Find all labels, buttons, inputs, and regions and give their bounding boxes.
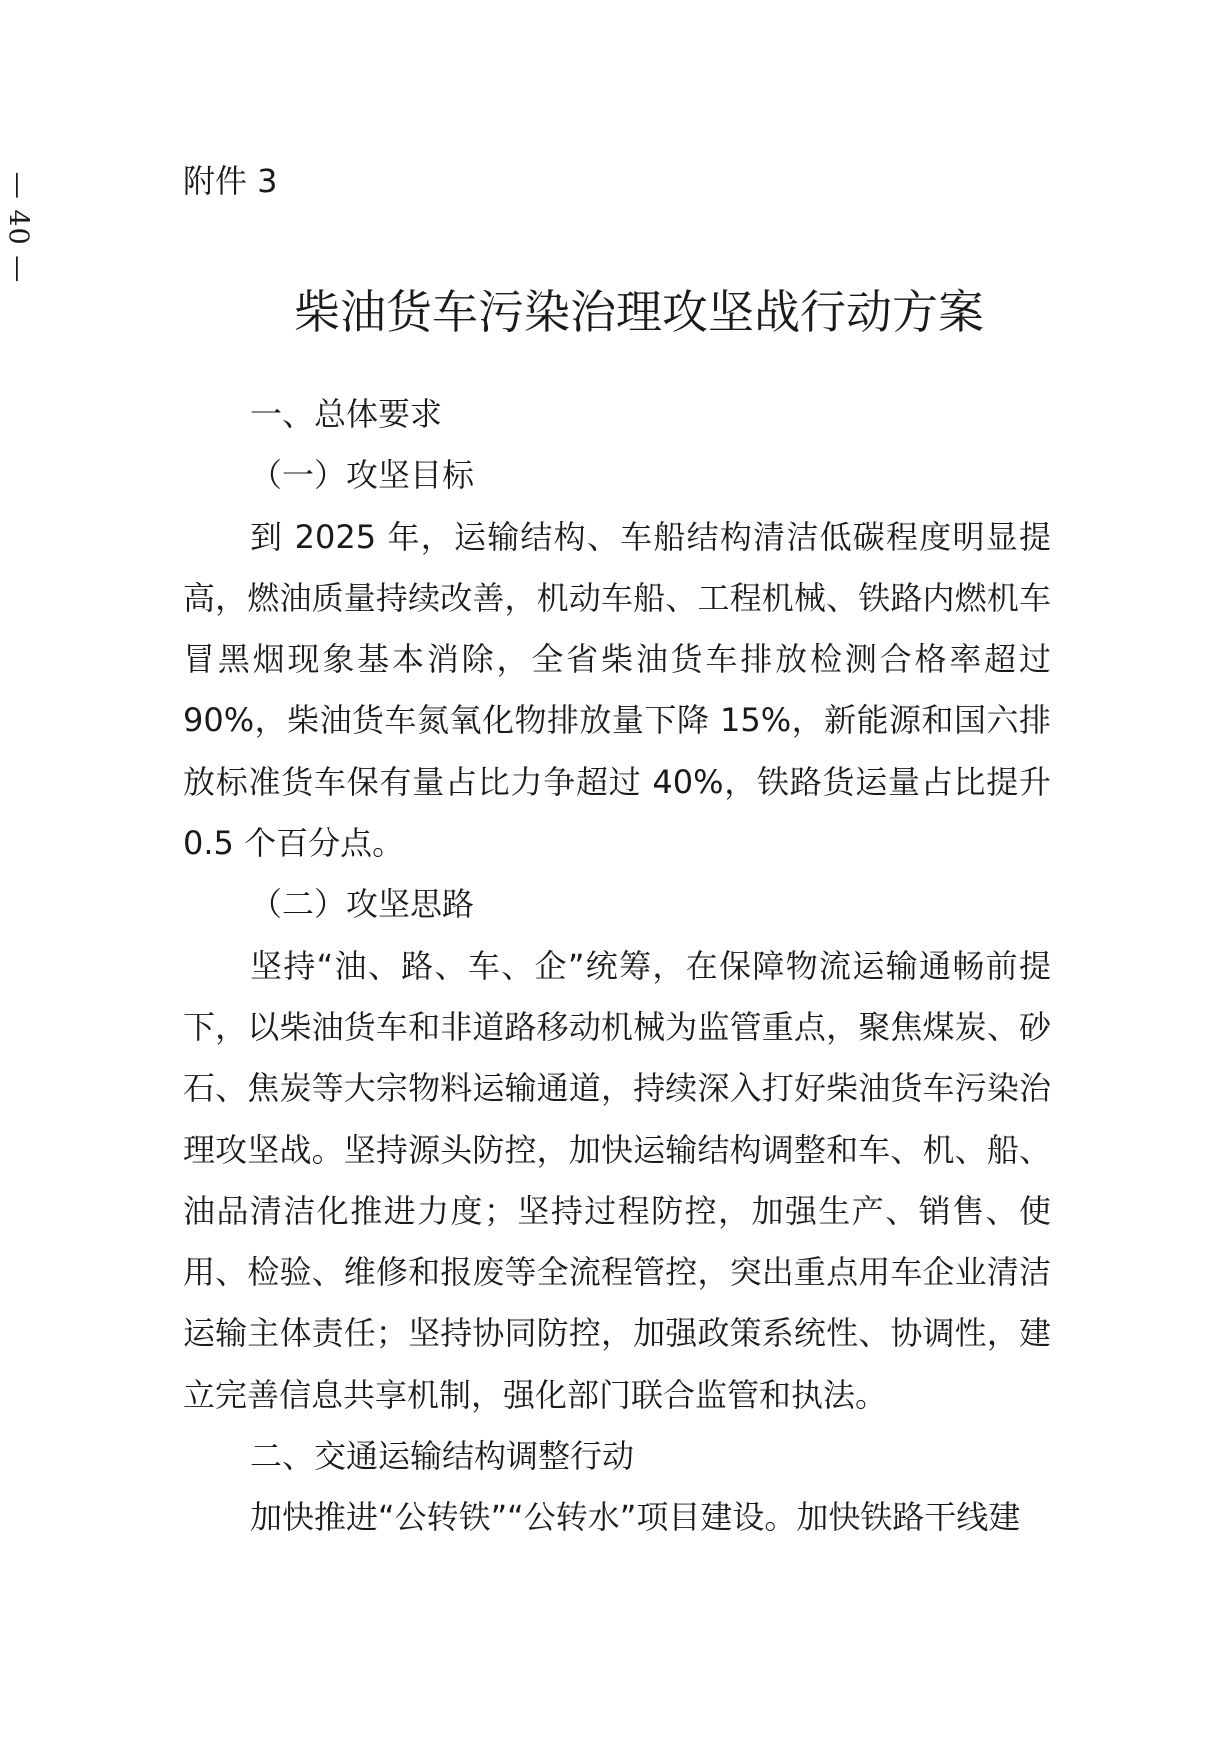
section-heading-transport-structure: 二、交通运输结构调整行动 bbox=[250, 1437, 635, 1476]
paragraph-transport-structure: 加快推进“公转铁”“公转水”项目建设。加快铁路干线建 bbox=[250, 1498, 1021, 1537]
subsection-heading-goals: （一）攻坚目标 bbox=[250, 456, 475, 495]
subsection-heading-approach: （二）攻坚思路 bbox=[250, 885, 475, 924]
page-number bbox=[4, 168, 32, 286]
document-body bbox=[183, 384, 1051, 1549]
paragraph-goals: 到 2025 年，运输结构、车船结构清洁低碳程度明显提高，燃油质量持续改善，机动车船、工程机械、铁路内燃机车冒黑烟现象基本消除，全省柴油货车排放检测合格率超过90%，柴油货车氮氧化物排放量下降 15%，新能源和国六排放标准货车保有量占比力争超过 40%，铁路货运量占比提升0.5 个百分点。 bbox=[183, 517, 1051, 863]
page-number-text: — 40 — bbox=[2, 171, 34, 283]
paragraph-approach: 坚持“油、路、车、企”统筹，在保障物流运输通畅前提下，以柴油货车和非道路移动机械为监管重点，聚焦煤炭、砂石、焦炭等大宗物料运输通道，持续深入打好柴油货车污染治理攻坚战。坚持源头防控，加快运输结构调整和车、机、船、油品清洁化推进力度；坚持过程防控，加强生产、销售、使用、检验、维修和报废等全流程管控，突出重点用车企业清洁运输主体责任；坚持协同防控，加强政策系统性、协调性，建立完善信息共享机制，强化部门联合监管和执法。 bbox=[183, 946, 1051, 1414]
section-heading-general-requirements: 一、总体要求 bbox=[250, 395, 443, 433]
attachment-label: 附件 3 bbox=[183, 162, 278, 200]
document-title: 柴油货车污染治理攻坚战行动方案 bbox=[294, 285, 984, 339]
